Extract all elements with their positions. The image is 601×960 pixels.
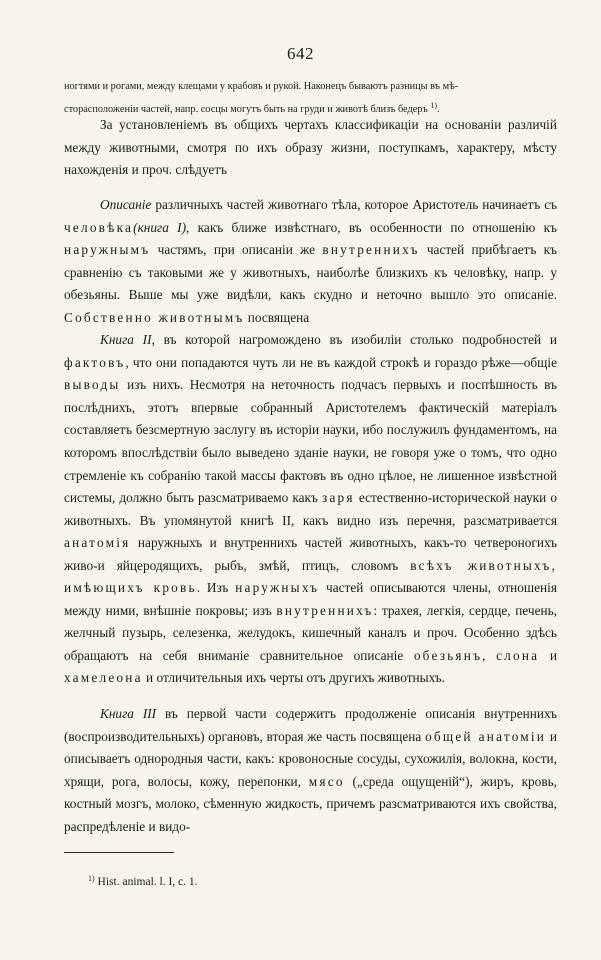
page-number: 642 [287,44,314,63]
book-heading: Книга III [100,706,157,721]
spaced-term: человѣка [64,219,134,235]
book-reference: (книга I) [133,219,187,235]
term-opisanie: Описаніе [100,197,152,212]
text-run: , въ которой нагромождено въ изобиліи столько подробностей и [151,332,557,348]
paragraph-text [64,703,557,838]
continuation-line-end: . [437,104,440,116]
spaced-term: фактовъ [64,354,126,370]
spaced-term: наружнымъ [64,242,151,258]
spaced-term: заря [322,490,355,506]
spaced-term: выводы [64,377,121,393]
text-run: различныхъ частей животнаго тѣла, которое Аристотель начинаетъ съ [151,197,557,212]
spaced-term: наружныхъ [235,580,320,596]
paragraph-text [64,329,557,690]
text-run: и описываетъ однородныя части, какъ: кровоносные сосуды, сухожилія, волокна, кости, хрящи, рога, волосы, кожу, перепонки, [64,728,557,789]
text-run: , что они попадаются чуть ли не въ каждой строкѣ и гораздо рѣже—общіе [125,354,557,370]
paragraph-text [64,194,557,329]
book-heading: Книга II [100,332,152,348]
text-run: естественно-исторической науки о животныхъ. Въ упомянутой книгѣ II, какъ видно изъ перечня, разсматривается [64,490,557,528]
paragraph-description [64,194,557,690]
text-run: . Изъ [196,580,236,596]
text-run: изъ нихъ. Несмотря на неточность подчасъ первыхъ и поспѣшность въ послѣднихъ, этотъ впервые собранный Аристотелемъ фактическій матеріалъ составляетъ безсмертную заслугу въ исторіи науки, ибо послужилъ фундаментомъ, на которомъ впослѣдствіи было выведено зданіе науки, не говоря уже о томъ, что одно стремленіе къ собранію такой массы фактовъ въ одно цѣлое, не лишенное извѣстной системы, должно быть разсматриваемо какъ [64,377,557,506]
footnote-mark: 1) [88,874,95,883]
continuation-line: ногтями и рогами, между клещами у крабовъ и рукой. Наконецъ бываютъ разницы въ мѣ- [64,81,459,92]
footnote-text: Hist. animal. l. I, c. 1. [94,876,198,888]
footnote-reference[interactable]: 1) [430,101,438,111]
text-run: и [539,647,557,663]
spaced-term: хамелеона [64,670,143,686]
text-run: : трахея, легкія, сердце, печень, желчный пузырь, селезенка, желудокъ, кишечный каналъ и проч. Особенно здѣсь обращаютъ на себя вниманіе сравнительное описаніе [64,602,557,663]
spaced-term: внутреннихъ [276,602,374,618]
text-run: частей прибѣгаетъ къ сравненію съ таковыми же у животныхъ, наиболѣе близкихъ къ человѣку, напр. у обезьяны. Выше мы уже видѣли, какъ скудно и неточно вышло это описаніе. [64,242,557,303]
spaced-term: слона [496,647,540,663]
text-run: частямъ, при описаніи же [150,242,323,258]
spaced-term: внутреннихъ [322,242,420,258]
text-run: и отличительныя ихъ черты отъ другихъ животныхъ. [142,670,445,686]
spaced-term: мясо [308,773,345,789]
spaced-term: обезьянъ [413,647,483,663]
spaced-term: Собственно животнымъ [64,309,245,325]
text-run: , какъ ближе извѣстнаго, въ особенности по отношенію къ [186,219,557,235]
spaced-term: анатомія [64,535,131,551]
text-run: частей описываются члены, отношенія между ними, внѣшніе покровы; изъ [64,580,557,618]
text-run: въ первой части содержитъ продолженіе описанія внутреннихъ (воспроизводительныхъ) органовъ, вторая же часть посвящена [64,706,557,744]
footnote [88,874,198,888]
footnote-divider [64,852,174,853]
text-run: („среда ощущеній“), жиръ, кровь, костный мозгъ, молоко, сѣменную жидкость, причемъ разсматриваются ихъ свойства, распредѣленіе и видо- [64,773,557,834]
paragraph-book-three [64,703,557,838]
text-run: посвящена [244,309,310,325]
text-run: , [482,647,497,663]
paragraph-text: За установленіемъ въ общихъ чертахъ классификаціи на основаніи различій между животными, смотря по ихъ образу жизни, поступкамъ, характеру, мѣсту нахожденія и проч. слѣдуетъ [64,117,557,178]
spaced-term: всѣхъ животныхъ, имѣющихъ кровь [64,557,557,596]
continuation-line-text: сторасположеніи частей, напр. сосцы могутъ быть на груди и животѣ близъ бедеръ [64,104,428,116]
paragraph-classification [64,114,557,182]
spaced-term: общей анатоміи [425,728,547,744]
text-run: наружныхъ и внутреннихъ частей животныхъ, какъ-то четвероногихъ живо-и яйцеродящихъ, рыбъ, змѣй, птицъ, словомъ [64,535,557,573]
